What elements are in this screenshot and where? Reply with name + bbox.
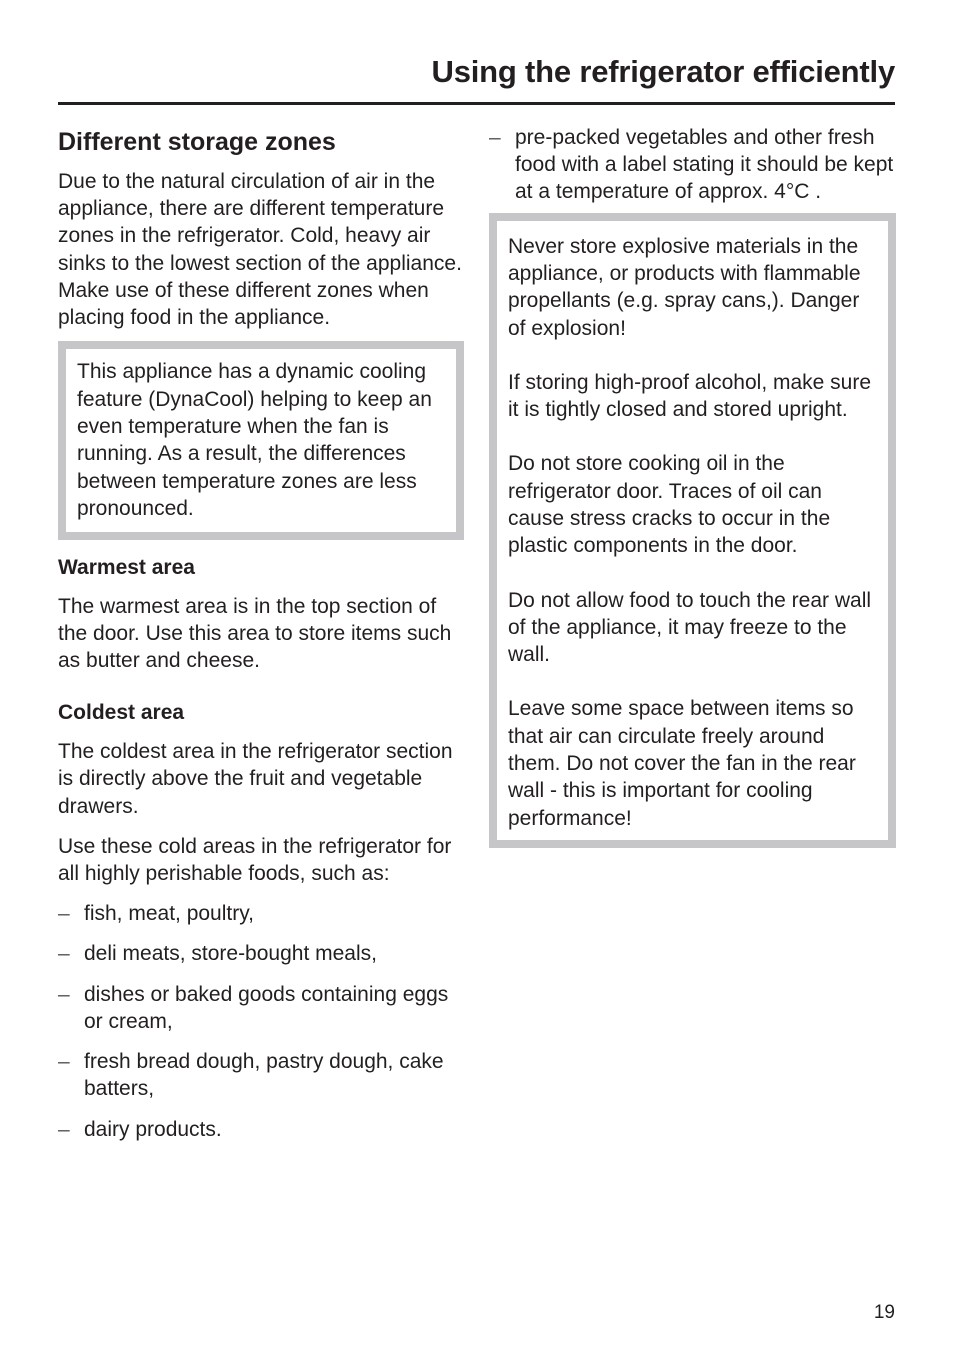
warning-alcohol: If storing high-proof alcohol, make sure it is tightly closed and stored upright.: [508, 370, 872, 422]
warmest-area-text: The warmest area is in the top section of the door. Use this area to store items such as butter and cheese.: [58, 594, 452, 673]
dash-bullet: –: [489, 126, 501, 149]
list-item: [58, 981, 468, 1035]
dash-bullet: –: [58, 982, 70, 1006]
dash-bullet: –: [58, 942, 70, 966]
list-item-text: pre-packed vegetables and other fresh food with a label stating it should be kept at a temperature of approx. 4°C .: [515, 126, 894, 204]
page-header: [58, 50, 895, 105]
section-heading: Different storage zones: [58, 128, 336, 156]
list-item-text: fresh bread dough, pastry dough, cake batters,: [84, 1050, 444, 1101]
intro-paragraph: Due to the natural circulation of air in the appliance, there are different temperature zones in the refrigerator. Cold, heavy air sinks to the lowest section of the appliance. Make use of these different zones when placing food in the appliance.: [58, 170, 462, 330]
warning-box: [489, 213, 896, 848]
coldest-area-heading: Coldest area: [58, 701, 185, 725]
coldest-area-use-text: Use these cold areas in the refrigerator for all highly perishable foods, such as:: [58, 834, 452, 886]
list-item: [58, 900, 468, 927]
list-item: [58, 940, 468, 967]
info-box-text: This appliance has a dynamic cooling feature (DynaCool) helping to keep an even temperature when the fan is running. As a result, the differences between temperature zones are less pronounced.: [77, 360, 432, 521]
page-number: 19: [873, 1302, 895, 1323]
list-item: [58, 1048, 468, 1102]
warning-cooking-oil: Do not store cooking oil in the refrigerator door. Traces of oil can cause stress cracks to occur in the plastic components in the door.: [508, 452, 831, 558]
perishable-foods-list-continued: [489, 124, 899, 206]
right-column: [489, 124, 899, 848]
dash-bullet: –: [58, 1117, 70, 1141]
perishable-foods-list: [58, 900, 468, 1142]
list-item-text: dishes or baked goods containing eggs or cream,: [84, 982, 449, 1033]
warning-air-circulation: Leave some space between items so that air can circulate freely around them. Do not cover the fan in the rear wall - this is important for cooling performance!: [508, 697, 856, 830]
dash-bullet: –: [58, 902, 70, 926]
left-column: [58, 124, 468, 1156]
dash-bullet: –: [58, 1050, 70, 1074]
list-item-text: dairy products.: [84, 1117, 222, 1141]
list-item-text: deli meats, store-bought meals,: [84, 942, 377, 966]
list-item-text: fish, meat, poultry,: [84, 902, 255, 926]
warning-rear-wall: Do not allow food to touch the rear wall of the appliance, it may freeze to the wall.: [508, 588, 872, 667]
coldest-area-text: The coldest area in the refrigerator section is directly above the fruit and vegetable drawers.: [58, 740, 453, 818]
list-item: [489, 124, 899, 206]
warning-explosive: Never store explosive materials in the appliance, or products with flammable propellants (e.g. spray cans,). Danger of explosion!: [508, 234, 861, 340]
warmest-area-heading: Warmest area: [58, 555, 195, 579]
list-item: [58, 1116, 468, 1143]
info-box-dynacool: [58, 341, 464, 539]
page-title: Using the refrigerator efficiently: [431, 54, 895, 89]
